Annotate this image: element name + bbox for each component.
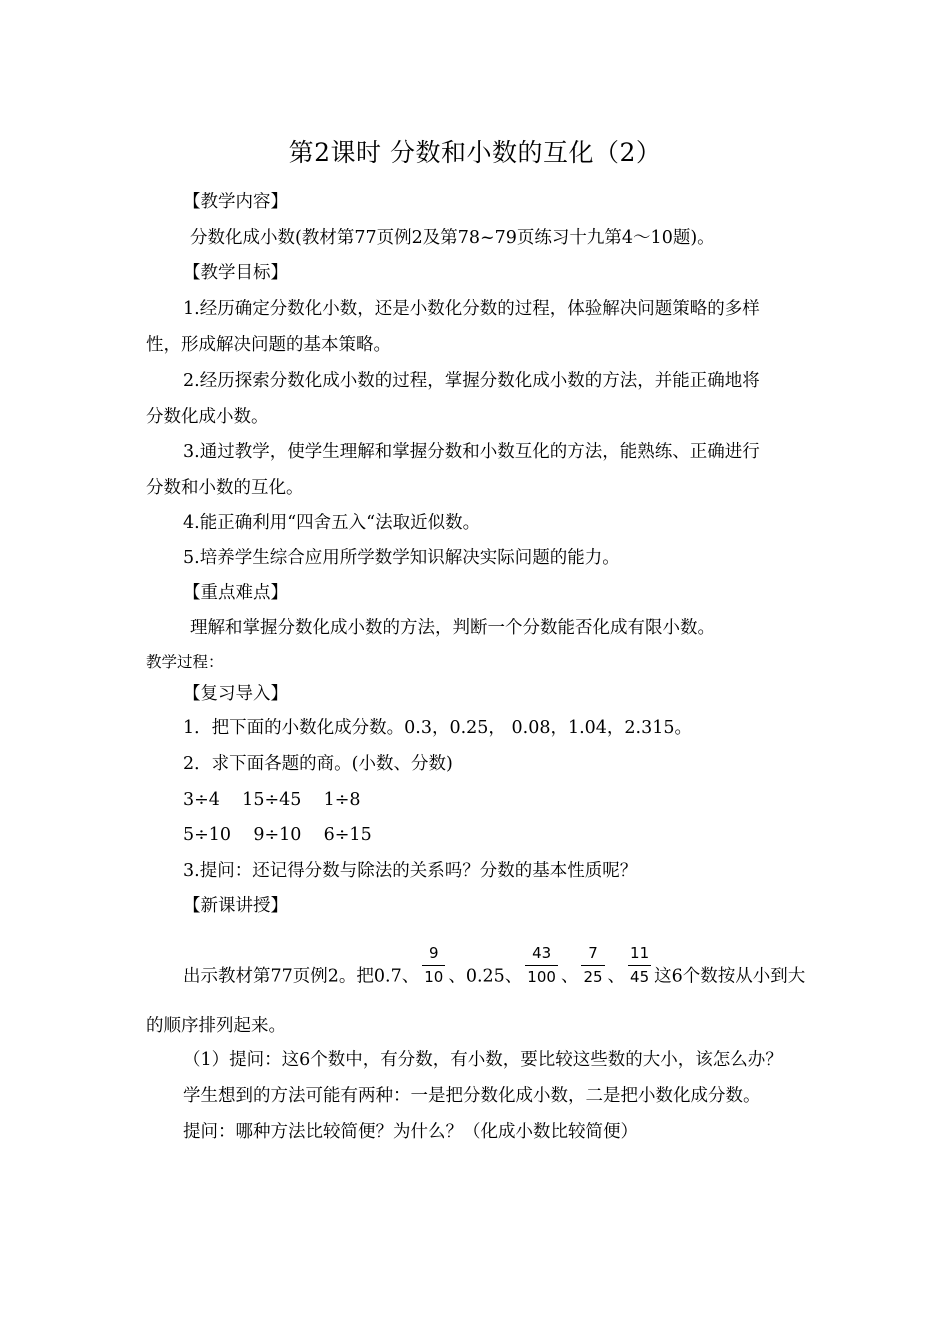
goal-3-line-1: 3.通过教学，使学生理解和掌握分数和小数互化的方法，能熟练、正确进行 [183,442,760,462]
key-points-heading: 【重点难点】 [183,583,288,603]
process-label: 教学过程： [146,653,224,671]
example-separator: 、 [607,966,626,987]
fraction-bar [422,965,445,966]
fraction-numerator: 9 [429,944,439,962]
goal-2-line-2: 分数化成小数。 [146,407,269,427]
example-line [183,944,806,998]
fraction-denominator: 100 [527,968,556,986]
fraction-bar [525,965,558,966]
fraction-11-45 [628,944,651,986]
content-text: 分数化成小数(教材第77页例2及第78~79页练习十九第4～10题)。 [190,228,715,248]
review-item-1: 1．把下面的小数化成分数。0.3，0.25， 0.08，1.04，2.315。 [183,718,693,738]
fraction-numerator: 7 [588,944,598,962]
fraction-43-100 [525,944,558,986]
goal-2-line-1: 2.经历探索分数化成小数的过程，掌握分数化成小数的方法，并能正确地将 [183,371,760,391]
review-item-2: 2．求下面各题的商。(小数、分数) [183,754,453,774]
fraction-9-10 [422,944,445,986]
fraction-denominator: 25 [583,968,603,986]
example-line-2: 的顺序排列起来。 [146,1016,286,1036]
question-2: 提问：哪种方法比较简便？为什么？（化成小数比较简便） [183,1122,638,1142]
fraction-bar [628,965,651,966]
fraction-numerator: 11 [630,944,650,962]
fraction-7-25 [581,944,604,986]
content-heading: 【教学内容】 [183,192,288,212]
goal-1-line-1: 1.经历确定分数化小数，还是小数化分数的过程，体验解决问题策略的多样 [183,299,760,319]
question-1: （1）提问：这6个数中，有分数，有小数，要比较这些数的大小，该怎么办？ [183,1050,783,1070]
fraction-denominator: 45 [630,968,650,986]
key-points-text: 理解和掌握分数化成小数的方法，判断一个分数能否化成有限小数。 [190,618,715,638]
page-title: 第2课时 分数和小数的互化（2） [288,138,662,167]
fraction-denominator: 10 [424,968,444,986]
goal-1-line-2: 性，形成解决问题的基本策略。 [146,335,391,355]
example-separator: 、 [560,966,579,987]
review-quotients-row-2: 5÷10 9÷10 6÷15 [183,825,372,845]
goal-3-line-2: 分数和小数的互化。 [146,478,304,498]
review-quotients-row-1: 3÷4 15÷45 1÷8 [183,790,361,810]
new-lesson-heading: 【新课讲授】 [183,896,288,916]
review-item-3: 3.提问：还记得分数与除法的关系吗？分数的基本性质呢？ [183,861,638,881]
example-separator: 、0.25、 [448,966,523,987]
goal-5: 5.培养学生综合应用所学数学知识解决实际问题的能力。 [183,548,620,568]
goal-4: 4.能正确利用“四舍五入“法取近似数。 [183,513,481,533]
example-prefix: 出示教材第77页例2。把0.7、 [183,966,420,987]
review-heading: 【复习导入】 [183,684,288,704]
example-suffix: 这6个数按从小到大 [654,966,806,987]
fraction-numerator: 43 [532,944,552,962]
goals-heading: 【教学目标】 [183,263,288,283]
question-1-answer: 学生想到的方法可能有两种：一是把分数化成小数，二是把小数化成分数。 [183,1086,761,1106]
fraction-bar [581,965,604,966]
